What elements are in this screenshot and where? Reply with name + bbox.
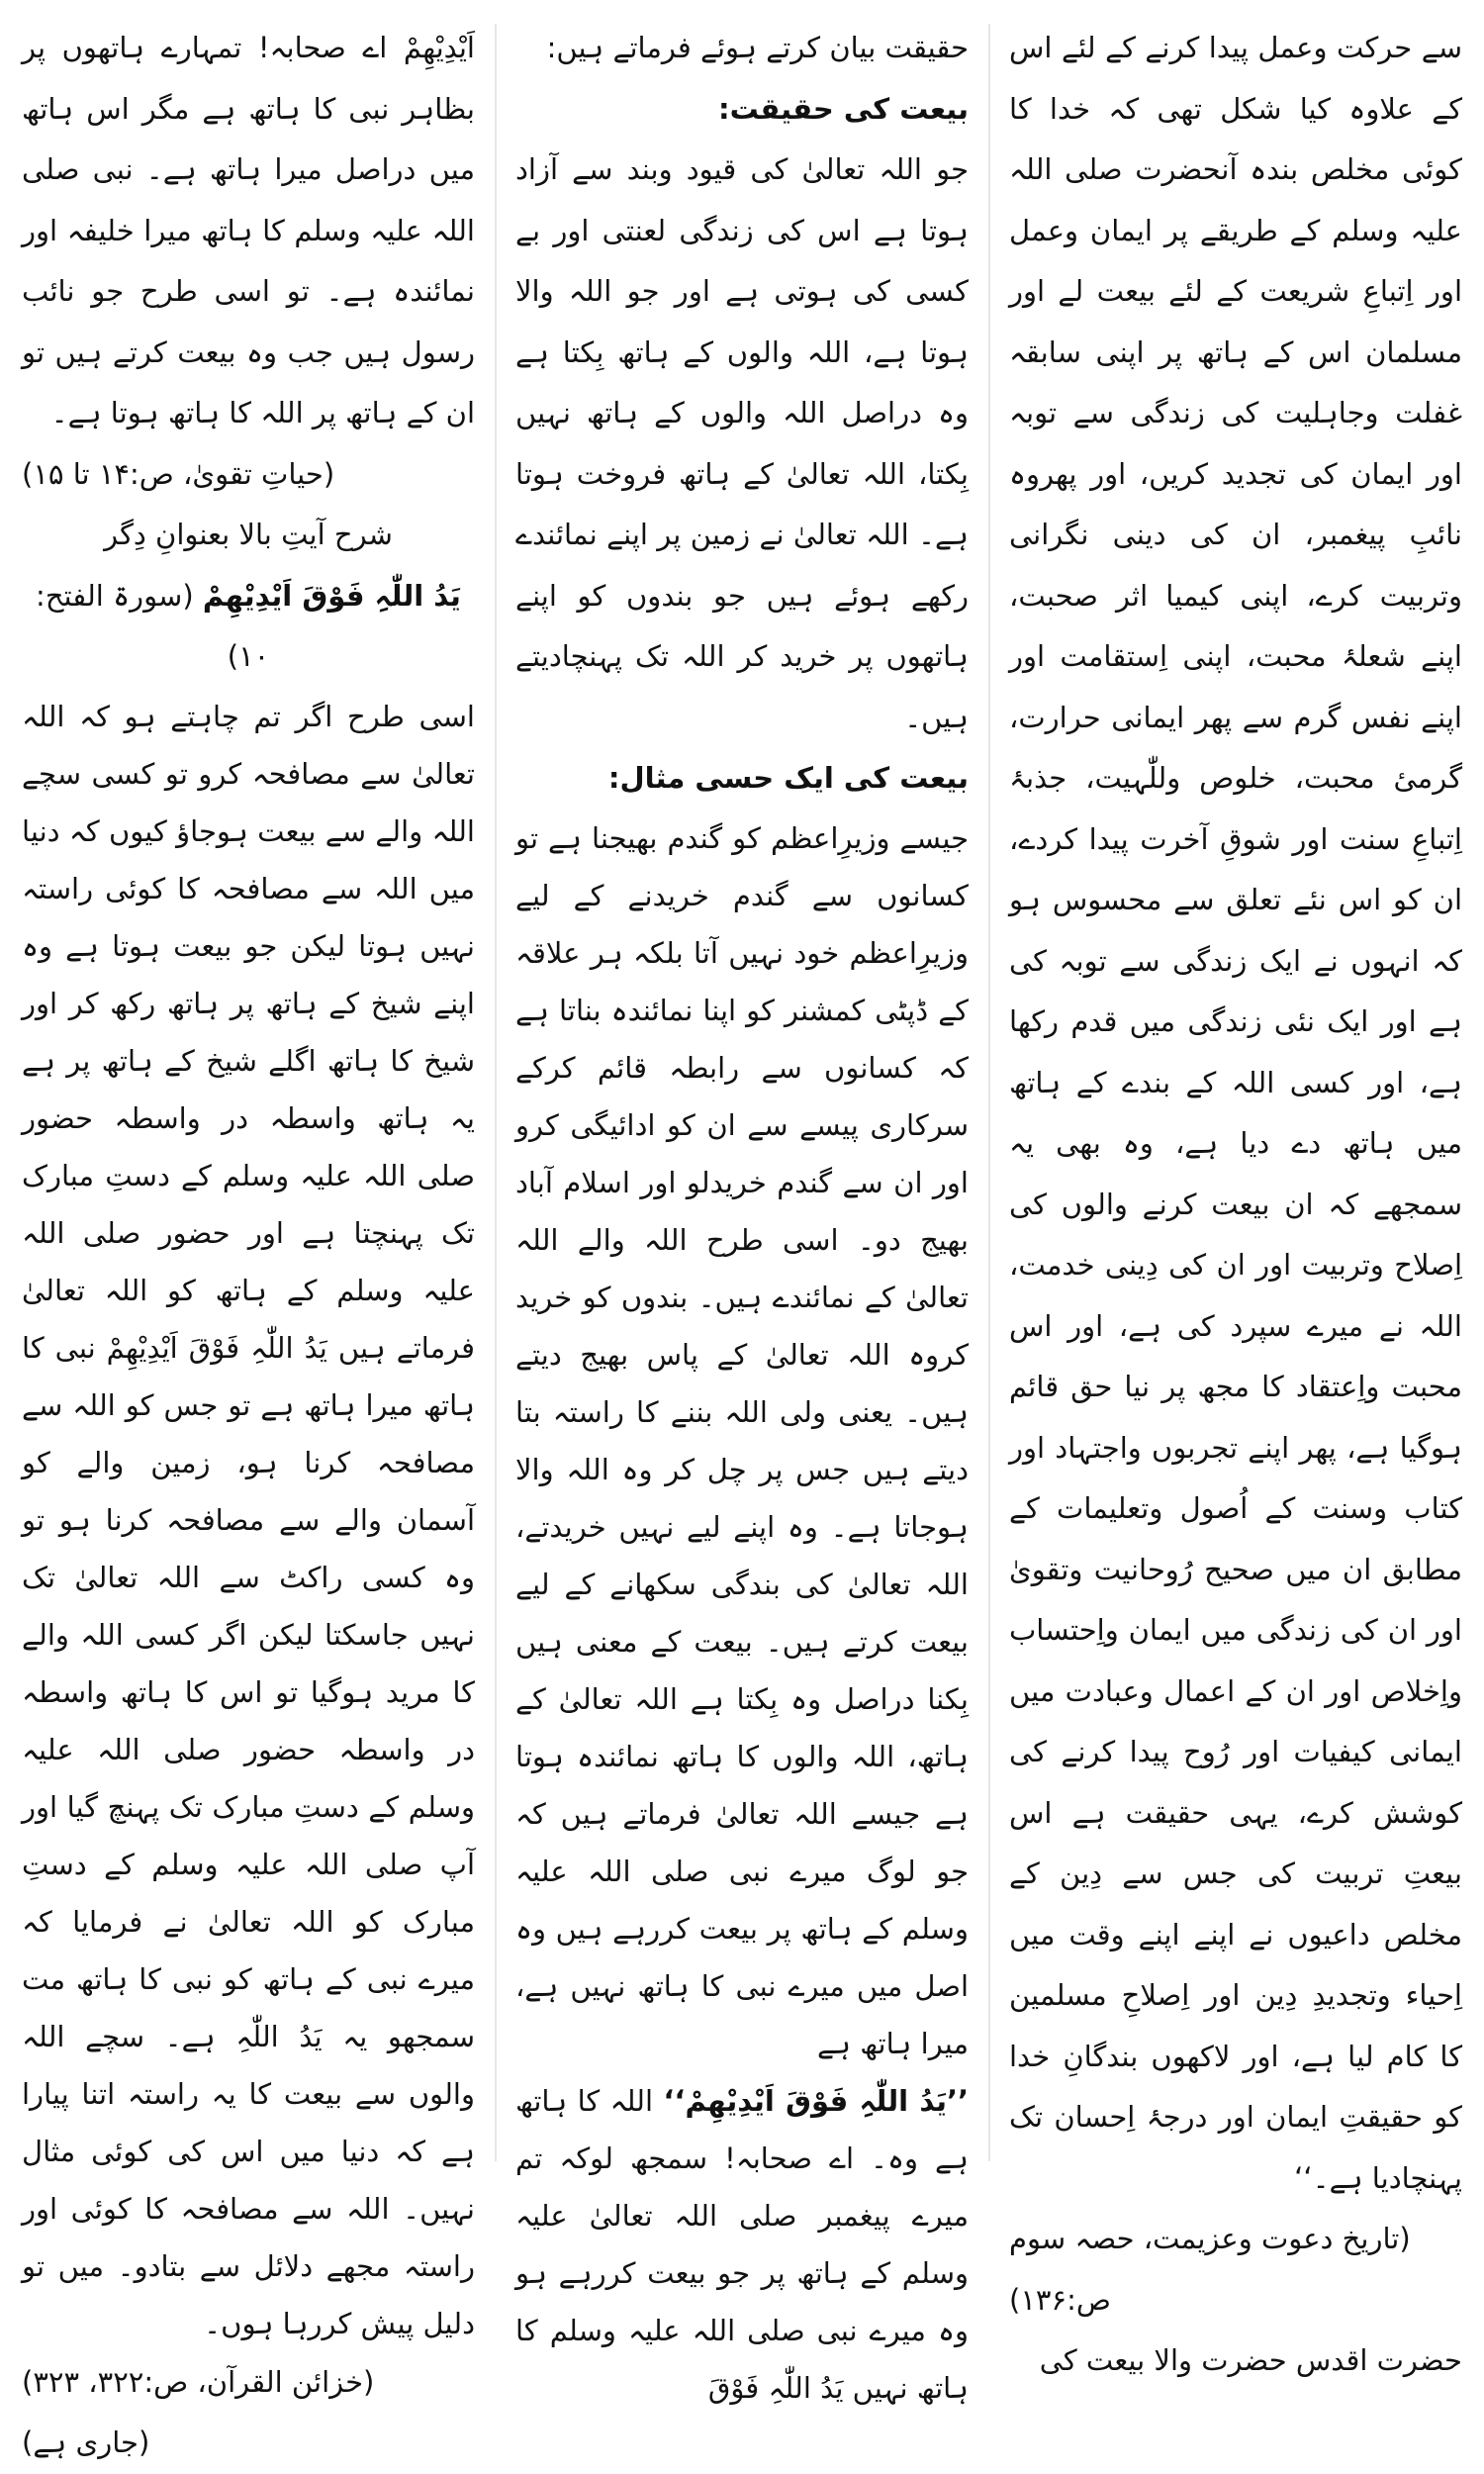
column-right	[1009, 18, 1462, 2377]
reference: (حیاتِ تقویٰ، ص:۱۴ تا ۱۵)	[22, 456, 335, 491]
paragraph: جیسے وزیرِاعظم کو گندم بھیجنا ہے تو کسانوں سے گندم خریدنے کے لیے وزیرِاعظم خود نہیں آتا بلکہ ہر علاقہ کے ڈپٹی کمشنر کو اپنا نمائندہ بناتا ہے کہ کسانوں سے رابطہ قائم کرکے سرکاری پیسے سے ان کو ادائیگی کرو اور ان سے گندم خریدلو اور اسلام آباد بھیج دو۔ اسی طرح اللہ والے اللہ تعالیٰ کے نمائندے ہیں۔ بندوں کو خرید کروہ اللہ تعالیٰ کے پاس بھیج دیتے ہیں۔ یعنی ولی اللہ بننے کا راستہ بتا دیتے ہیں جس پر چل کر وہ اللہ والا ہوجاتا ہے۔ وہ اپنے لیے نہیں خریدتے، اللہ تعالیٰ کی بندگی سکھانے کے لیے بیعت کرتے ہیں۔ بیعت کے معنی ہیں بِکنا دراصل وہ بِکتا ہے اللہ تعالیٰ کے ہاتھ، اللہ والوں کا ہاتھ نمائندہ ہوتا ہے جیسے اللہ تعالیٰ فرماتے ہیں کہ جو لوگ میرے نبی صلی اللہ علیہ وسلم کے ہاتھ پر بیعت کررہے ہیں وہ اصل میں میرے نبی کا ہاتھ نہیں ہے، میرا ہاتھ ہے	[515, 820, 969, 2060]
continued-note: (جاری ہے)	[22, 2426, 150, 2459]
section-heading: بیعت کی ایک حسی مثال:	[607, 761, 969, 795]
column-divider	[988, 24, 990, 2161]
section-heading: بیعت کی حقیقت:	[718, 91, 969, 126]
subheading: شرح آیتِ بالا بعنوانِ دِگر	[104, 518, 393, 551]
paragraph: حضرت اقدس حضرت والا بیعت کی	[1039, 2343, 1462, 2377]
column-left	[22, 18, 475, 2459]
column-divider	[495, 24, 497, 2161]
paragraph: سے حرکت وعمل پیدا کرنے کے لئے اس کے علاوہ کیا شکل تھی کہ خدا کا کوئی مخلص بندہ آنحضرت صلی اللہ علیہ وسلم کے طریقے پر ایمان وعمل اور اِتباعِ شریعت کے لئے بیعت لے اور مسلمان اس کے ہاتھ پر اپنی سابقہ غفلت وجاہلیت کی زندگی سے توبہ اور ایمان کی تجدید کریں، اور پھروہ نائبِ پیغمبر، ان کی دینی نگرانی وتربیت کرے، اپنی کیمیا اثر صحبت، اپنے شعلۂ محبت، اپنی اِستقامت اور اپنے نفس گرم سے پھر ایمانی حرارت، گرمیٔ محبت، خلوص وللّٰہیت، جذبۂ اِتباعِ سنت اور شوقِ آخرت پیدا کردے، ان کو اس نئے تعلق سے محسوس ہو کہ انہوں نے ایک زندگی سے توبہ کی ہے اور ایک نئی زندگی میں قدم رکھا ہے، اور کسی اللہ کے بندے کے ہاتھ میں ہاتھ دے دیا ہے، وہ بھی یہ سمجھے کہ ان بیعت کرنے والوں کی اِصلاح وتربیت اور ان کی دِینی خدمت، اللہ نے میرے سپرد کی ہے، اور اس محبت واِعتقاد کا مجھ پر نیا حق قائم ہوگیا ہے، پھر اپنے تجربوں واجتہاد اور کتاب وسنت کے اُصول وتعلیمات کے مطابق ان میں صحیح رُوحانیت وتقویٰ اور ان کی زندگی میں ایمان واِحتساب واِخلاص اور ان کے اعمال وعبادت میں ایمانی کیفیات اور رُوح پیدا کرنے کی کوشش کرے، یہی حقیقت ہے اس بیعتِ تربیت کی جس سے دِین کے مخلص داعیوں نے اپنے اپنے وقت میں اِحیاء وتجدیدِ دِین اور اِصلاحِ مسلمین کا کام لیا ہے، اور لاکھوں بندگانِ خدا کو حقیقتِ ایمان اور درجۂ اِحسان تک پہنچادیا ہے۔‘‘	[1009, 31, 1462, 2195]
paragraph: جو اللہ تعالیٰ کی قیود وبند سے آزاد ہوتا ہے اس کی زندگی لعنتی اور بے کسی کی ہوتی ہے اور جو اللہ والا ہوتا ہے، اللہ والوں کے ہاتھ بِکتا ہے وہ دراصل اللہ والوں کے ہاتھ نہیں بِکتا، اللہ تعالیٰ کے ہاتھ فروخت ہوتا ہے۔ اللہ تعالیٰ نے زمین پر اپنے نمائندے رکھے ہوئے ہیں جو بندوں کو اپنے ہاتھوں پر خرید کر اللہ تک پہنچادیتے ہیں۔	[515, 152, 969, 734]
paragraph-text: اللہ کا ہاتھ ہے وہ۔ اے صحابہ! سمجھ لوکہ تم میرے پیغمبر صلی اللہ تعالیٰ علیہ وسلم کے ہاتھ پر جو بیعت کررہے ہو وہ میرے نبی صلی اللہ علیہ وسلم کا ہاتھ نہیں یَدُ اللّٰہِ فَوْقَ	[515, 2083, 969, 2405]
quranic-quote: ’’یَدُ اللّٰہِ فَوْقَ اَیْدِیْھِمْ‘‘	[663, 2083, 970, 2118]
reference: (خزائن القرآن، ص:۳۲۲، ۳۲۳)	[22, 2364, 375, 2399]
paragraph: حقیقت بیان کرتے ہوئے فرماتے ہیں:	[546, 31, 969, 64]
verse-line	[22, 566, 475, 688]
reference: (تاریخ دعوت وعزیمت، حصہ سوم ص:۱۳۶)	[1009, 2222, 1411, 2317]
paragraph: اسی طرح اگر تم چاہتے ہو کہ اللہ تعالیٰ سے مصافحہ کرو تو کسی سچے اللہ والے سے بیعت ہوجاؤ کیوں کہ دنیا میں اللہ سے مصافحہ کا کوئی راستہ نہیں ہوتا لیکن جو بیعت ہوتا ہے وہ اپنے شیخ کے ہاتھ پر ہاتھ رکھ کر اور شیخ کا ہاتھ اگلے شیخ کے ہاتھ پر ہے یہ ہاتھ واسطہ در واسطہ حضور صلی اللہ علیہ وسلم کے دستِ مبارک تک پہنچتا ہے اور حضور صلی اللہ علیہ وسلم کے ہاتھ کو اللہ تعالیٰ فرماتے ہیں یَدُ اللّٰہِ فَوْقَ اَیْدِیْھِمْ نبی کا ہاتھ میرا ہاتھ ہے تو جس کو اللہ سے مصافحہ کرنا ہو، زمین والے کو آسمان والے سے مصافحہ کرنا ہو تو وہ کسی راکٹ سے اللہ تعالیٰ تک نہیں جاسکتا لیکن اگر کسی اللہ والے کا مرید ہوگیا تو اس کا ہاتھ واسطہ در واسطہ حضور صلی اللہ علیہ وسلم کے دستِ مبارک تک پہنچ گیا اور آپ صلی اللہ علیہ وسلم کے دستِ مبارک کو اللہ تعالیٰ نے فرمایا کہ میرے نبی کے ہاتھ کو نبی کا ہاتھ مت سمجھو یہ یَدُ اللّٰہِ ہے۔ سچے اللہ والوں سے بیعت کا یہ راستہ اتنا پیارا ہے کہ دنیا میں اس کی کوئی مثال نہیں۔ اللہ سے مصافحہ کا کوئی اور راستہ مجھے دلائل سے بتادو۔ میں تو دلیل پیش کررہا ہوں۔	[22, 699, 475, 2340]
paragraph: اَیْدِیْھِمْ اے صحابہ! تمہارے ہاتھوں پر بظاہر نبی کا ہاتھ ہے مگر اس ہاتھ میں دراصل میرا ہاتھ ہے۔ نبی صلی اللہ علیہ وسلم کا ہاتھ میرا خلیفہ اور نمائندہ ہے۔ تو اسی طرح جو نائب رسول ہیں جب وہ بیعت کرتے ہیں تو ان کے ہاتھ پر اللہ کا ہاتھ ہوتا ہے۔	[22, 31, 475, 429]
column-middle	[515, 18, 970, 2405]
verse-reference: (سورۃ الفتح: ۱۰)	[36, 578, 270, 673]
paragraph	[515, 2072, 969, 2417]
verse: یَدُ اللّٰہِ فَوْقَ اَیْدِیْھِمْ	[202, 578, 461, 613]
